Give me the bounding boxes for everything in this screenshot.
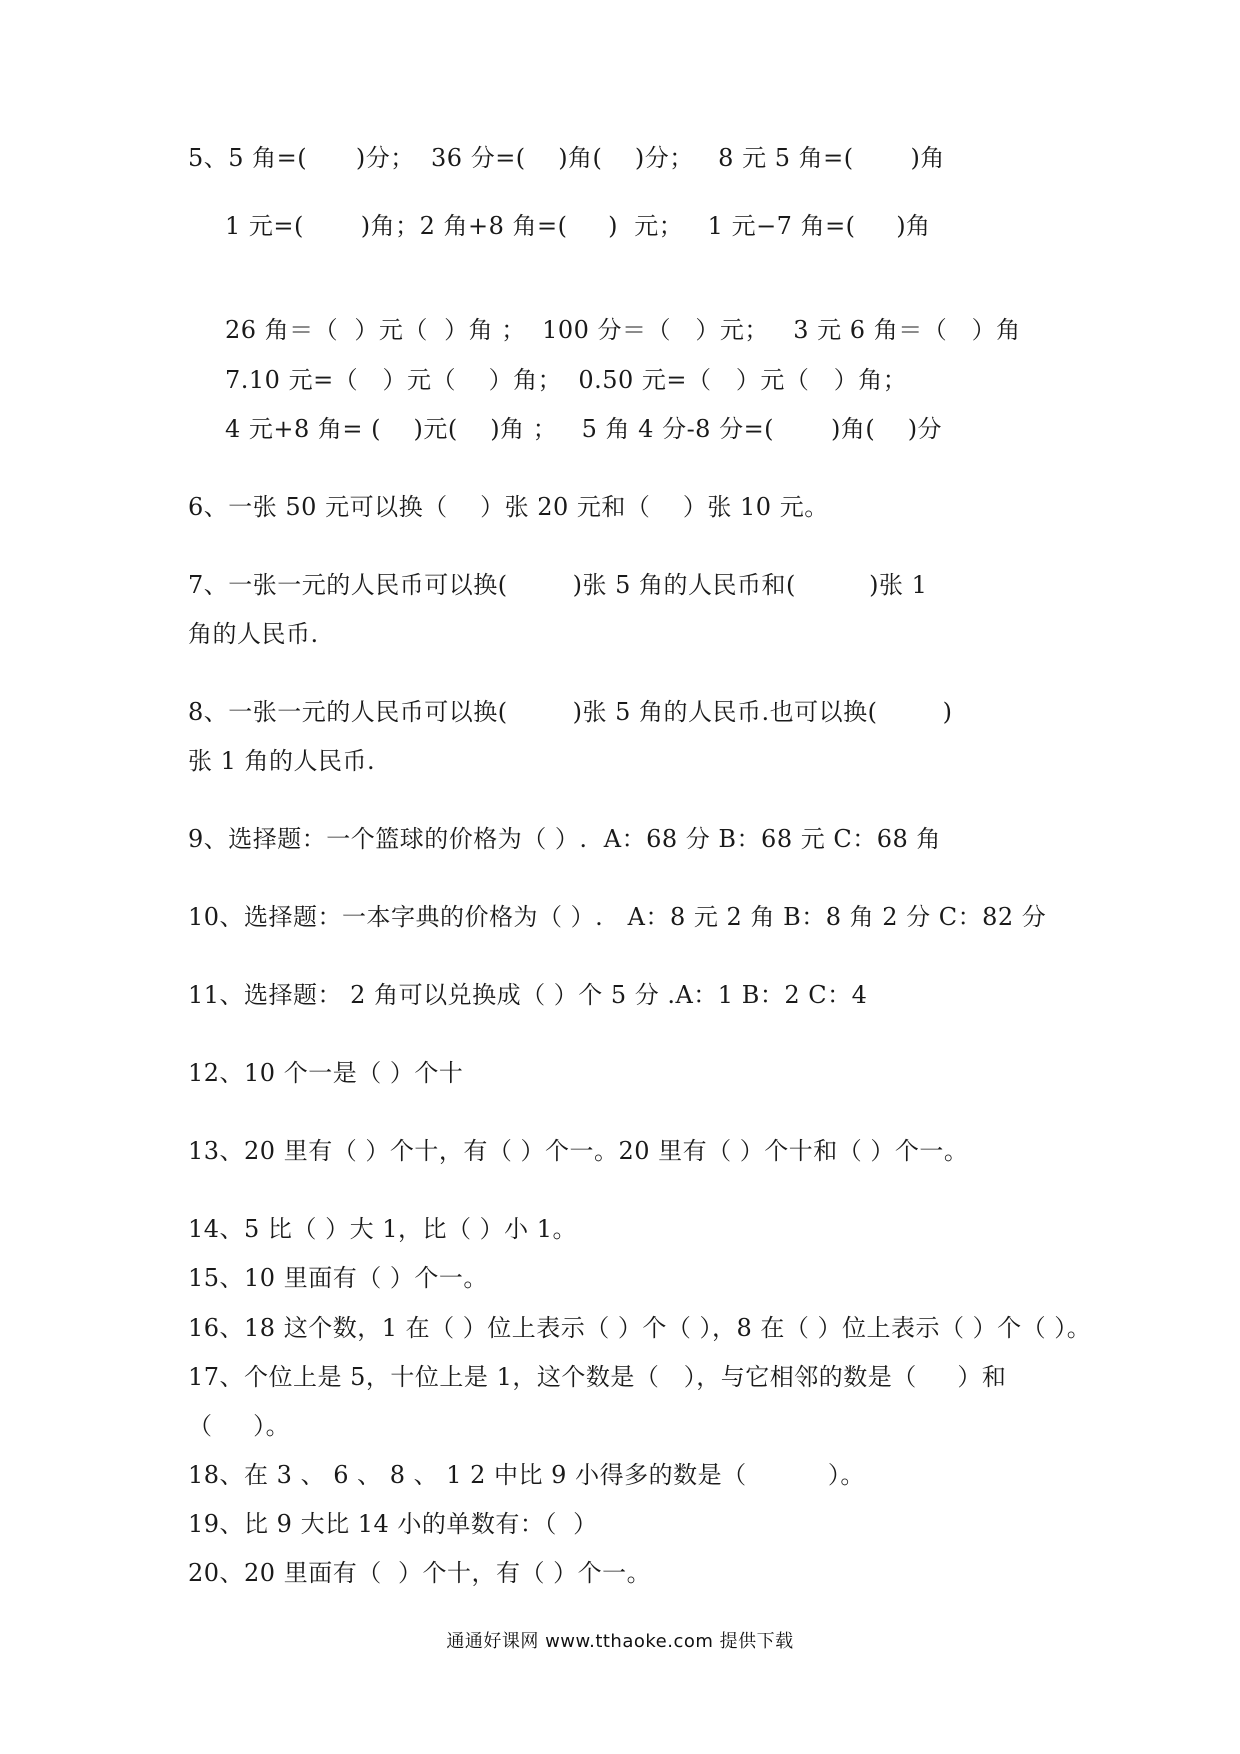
question-7-line-1: 7、一张一元的人民币可以换( )张 5 角的人民币和( )张 1: [188, 571, 928, 599]
question-10: 10、选择题：一本字典的价格为（ ）. A：8 元 2 角 B：8 角 2 分 C：82 分: [188, 903, 1047, 931]
question-13: 13、20 里有（ ）个十，有（ ）个一。20 里有（ ）个十和（ ）个一。: [188, 1137, 969, 1165]
question-18: 18、在 3 、 6 、 8 、 1 2 中比 9 小得多的数是（ ）。: [188, 1461, 865, 1489]
question-5-line-3: 26 角＝（ ）元（ ）角 ； 100 分＝（ ）元； 3 元 6 角＝（ ）角: [225, 316, 1021, 344]
question-9: 9、选择题：一个篮球的价格为（ ）. A：68 分 B：68 元 C：68 角: [188, 825, 941, 853]
question-16: 16、18 这个数，1 在（ ）位上表示（ ）个（ ），8 在（ ）位上表示（ ）个（ ）。: [188, 1314, 1092, 1342]
question-15: 15、10 里面有（ ）个一。: [188, 1264, 488, 1292]
question-14: 14、5 比（ ）大 1，比（ ）小 1。: [188, 1215, 577, 1243]
question-7-line-2: 角的人民币.: [188, 620, 319, 648]
question-12: 12、10 个一是（ ）个十: [188, 1059, 464, 1087]
question-8-line-1: 8、一张一元的人民币可以换( )张 5 角的人民币.也可以换( ): [188, 698, 953, 726]
question-8-line-2: 张 1 角的人民币.: [188, 747, 376, 775]
question-11: 11、选择题： 2 角可以兑换成（ ）个 5 分 .A：1 B：2 C：4: [188, 981, 868, 1009]
footer-credit: 通通好课网 www.tthaoke.com 提供下载: [446, 1631, 794, 1652]
question-20: 20、20 里面有（ ）个十，有（ ）个一。: [188, 1559, 652, 1587]
question-5-line-1: 5、5 角=( )分； 36 分=( )角( )分； 8 元 5 角=( )角: [188, 144, 945, 172]
question-5-line-4: 7.10 元=（ ）元（ ）角； 0.50 元=（ ）元（ ）角；: [225, 366, 908, 394]
question-19: 19、比 9 大比 14 小的单数有：（ ）: [188, 1510, 598, 1538]
question-5-line-5: 4 元+8 角= ( )元( )角 ； 5 角 4 分-8 分=( )角( )分: [225, 415, 943, 443]
question-6: 6、一张 50 元可以换（ ）张 20 元和（ ）张 10 元。: [188, 493, 829, 521]
question-5-line-2: 1 元=( )角；2 角+8 角=( ) 元； 1 元−7 角=( )角: [225, 212, 931, 240]
question-17-line-2: （ ）。: [188, 1412, 291, 1440]
question-17-line-1: 17、个位上是 5，十位上是 1，这个数是（ ），与它相邻的数是（ ）和: [188, 1363, 1007, 1391]
